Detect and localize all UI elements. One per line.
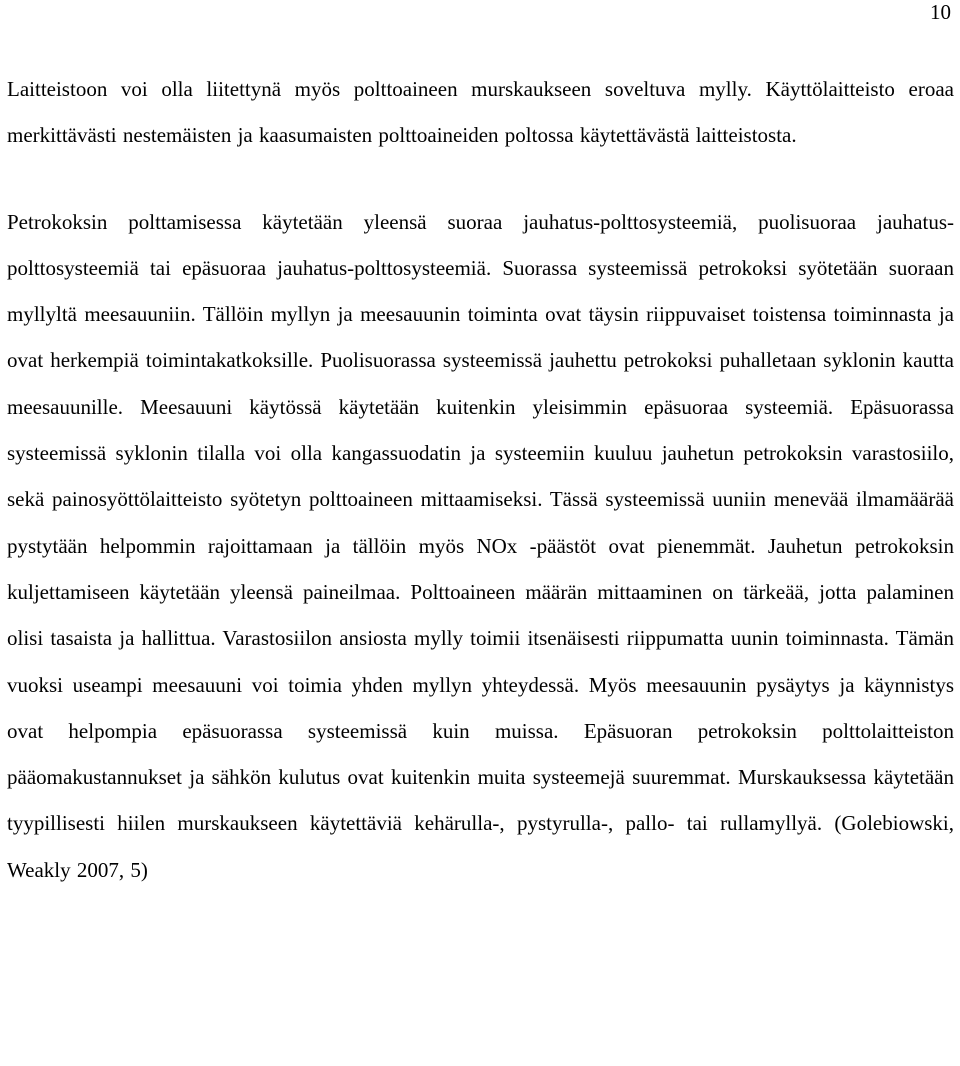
paragraph-mill-equipment: Laitteistoon voi olla liitettynä myös polttoaineen murskaukseen soveltuva mylly. Käyttölaitteisto eroaa merkittävästi nestemäisten ja kaasumaisten polttoaineiden poltossa käytettävästä laitteistosta. xyxy=(7,77,954,148)
page-number: 10 xyxy=(930,0,951,24)
paragraph-petcoke-firing-systems: Petrokoksin polttamisessa käytetään yleensä suoraa jauhatus-polttosysteemiä, puolisuoraa jauhatus-polttosysteemiä tai epäsuoraa jauhatus-polttosysteemiä. Suorassa systeemissä petrokoksi syötetään suoraan myllyltä meesauuniin. Tällöin myllyn ja meesauunin toiminta ovat täysin riippuvaiset toistensa toiminnasta ja ovat herkempiä toimintakatkoksille. Puolisuorassa systeemissä jauhettu petrokoksi puhalletaan syklonin kautta meesauunille. Meesauuni käytössä käytetään kuitenkin yleisimmin epäsuoraa systeemiä. Epäsuorassa systeemissä syklonin tilalla voi olla kangassuodatin ja systeemiin kuuluu jauhetun petrokoksin varastosiilo, sekä painosyöttölaitteisto syötetyn polttoaineen mittaamiseksi. Tässä systeemissä uuniin menevää ilmamäärää pystytään helpommin rajoittamaan ja tällöin myös NOx -päästöt ovat pienemmät. Jauhetun petrokoksin kuljettamiseen käytetään yleensä paineilmaa. Polttoaineen määrän mittaaminen on tärkeää, jotta palaminen olisi tasaista ja hallittua. Varastosiilon ansiosta mylly toimii itsenäisesti riippumatta uunin toiminnasta. Tämän vuoksi useampi meesauuni voi toimia yhden myllyn yhteydessä. Myös meesauunin pysäytys ja käynnistys ovat helpompia epäsuorassa systeemissä kuin muissa. Epäsuoran petrokoksin polttolaitteiston pääomakustannukset ja sähkön kulutus ovat kuitenkin muita systeemejä suuremmat. Murskauksessa käytetään tyypillisesti hiilen murskaukseen käytettäviä kehärulla-, pystyrulla-, pallo- tai rullamyllyä. (Golebiowski, Weakly 2007, 5) xyxy=(7,209,954,882)
document-body xyxy=(7,66,954,893)
